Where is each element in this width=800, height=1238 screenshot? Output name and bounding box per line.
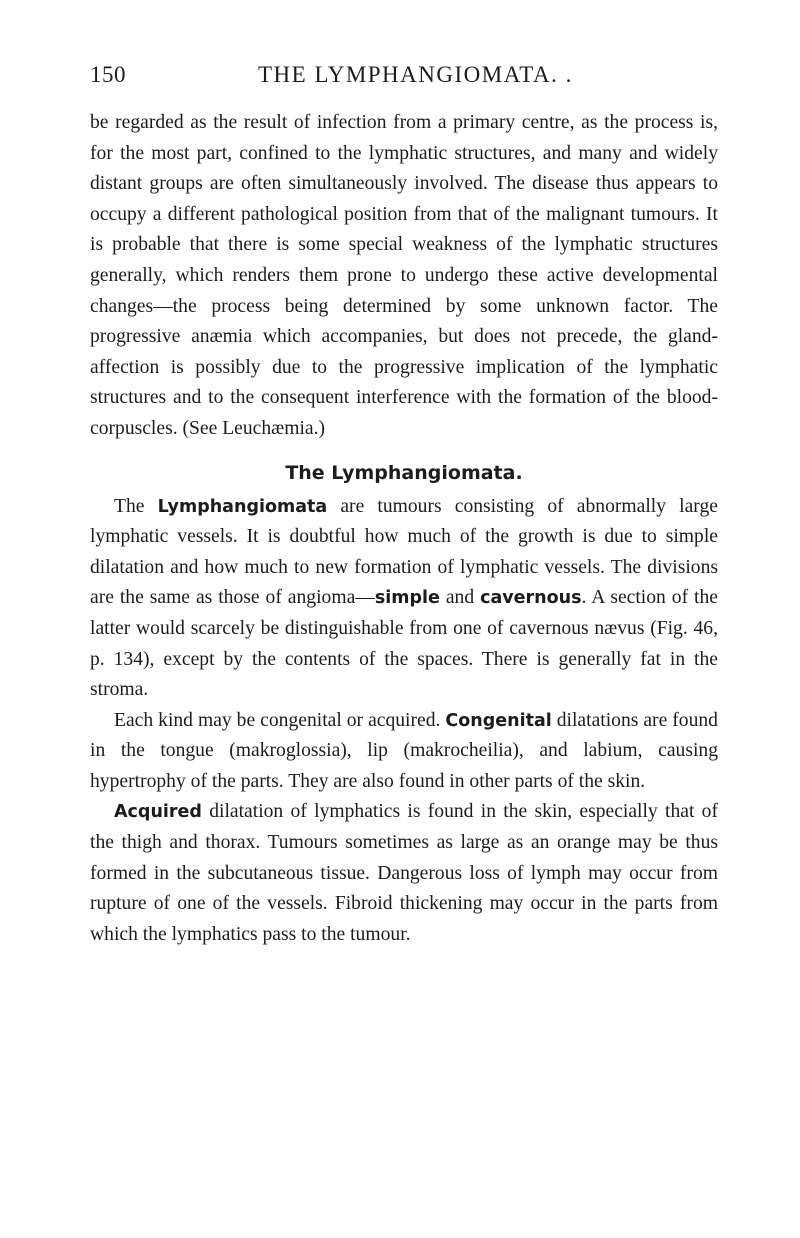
running-title: THE LYMPHANGIOMATA. .: [258, 62, 573, 87]
paragraph-text: Each kind may be congenital or acquired.: [114, 709, 446, 731]
paragraph-text: dilatation of lymphatics is found in the skin, especially that of the thigh and thorax. Tumours sometimes as large as an orange may be thus formed in the subcutaneous tissue. Dangerous loss of lymph may occur from rupture of one of the vessels. Fibroid thickening may occur in the parts from which the lymphatics pass to the tumour.: [90, 801, 718, 945]
term-lymphangiomata: Lymphangiomata: [157, 496, 328, 517]
paragraph-text: and: [439, 587, 481, 609]
congenital-paragraph: [90, 706, 718, 798]
section-heading: The Lymphangiomata.: [285, 461, 523, 484]
acquired-paragraph: [90, 797, 718, 950]
page-number: 150: [90, 62, 126, 87]
paragraph-text: The: [114, 495, 158, 517]
paragraph-text: . A section of the latter would scarcely be distinguishable from one of cavernous nævus (Fig. 46, p. 134), except by the contents of the spaces. There is generally fat in the stroma.: [90, 587, 718, 701]
term-simple: simple: [374, 588, 440, 609]
paragraph-text: dilatations are found in the tongue (makroglossia), lip (makrocheilia), and labium, causing hypertrophy of the parts. They are also found in other parts of the skin.: [90, 709, 718, 792]
page-header: [90, 62, 730, 96]
intro-paragraph: be regarded as the result of infection from a primary centre, as the process is, for the most part, confined to the lymphatic structures, and many and widely distant groups are often simultaneously involved. The disease thus appears to occupy a different pathological position from that of the malignant tumours. It is probable that there is some special weakness of the lymphatic structures generally, which renders them prone to undergo these active developmental changes—the process being determined by some unknown factor. The progressive anæmia which accompanies, but does not precede, the gland-affection is possibly due to the progressive implication of the lymphatic structures and to the consequent interference with the formation of the blood-corpuscles. (See Leuchæmia.): [90, 112, 718, 439]
term-cavernous: cavernous: [480, 588, 582, 609]
paragraph-text: are tumours consisting of abnormally large lymphatic vessels. It is doubtful how much of the growth is due to simple dilatation and how much to new formation of lymphatic vessels. The divisions are the same as those of angioma—: [90, 495, 718, 609]
term-acquired: Acquired: [114, 802, 202, 823]
term-congenital: Congenital: [445, 710, 552, 731]
page-body: [90, 108, 718, 950]
lymphangiomata-paragraph: [90, 492, 718, 706]
